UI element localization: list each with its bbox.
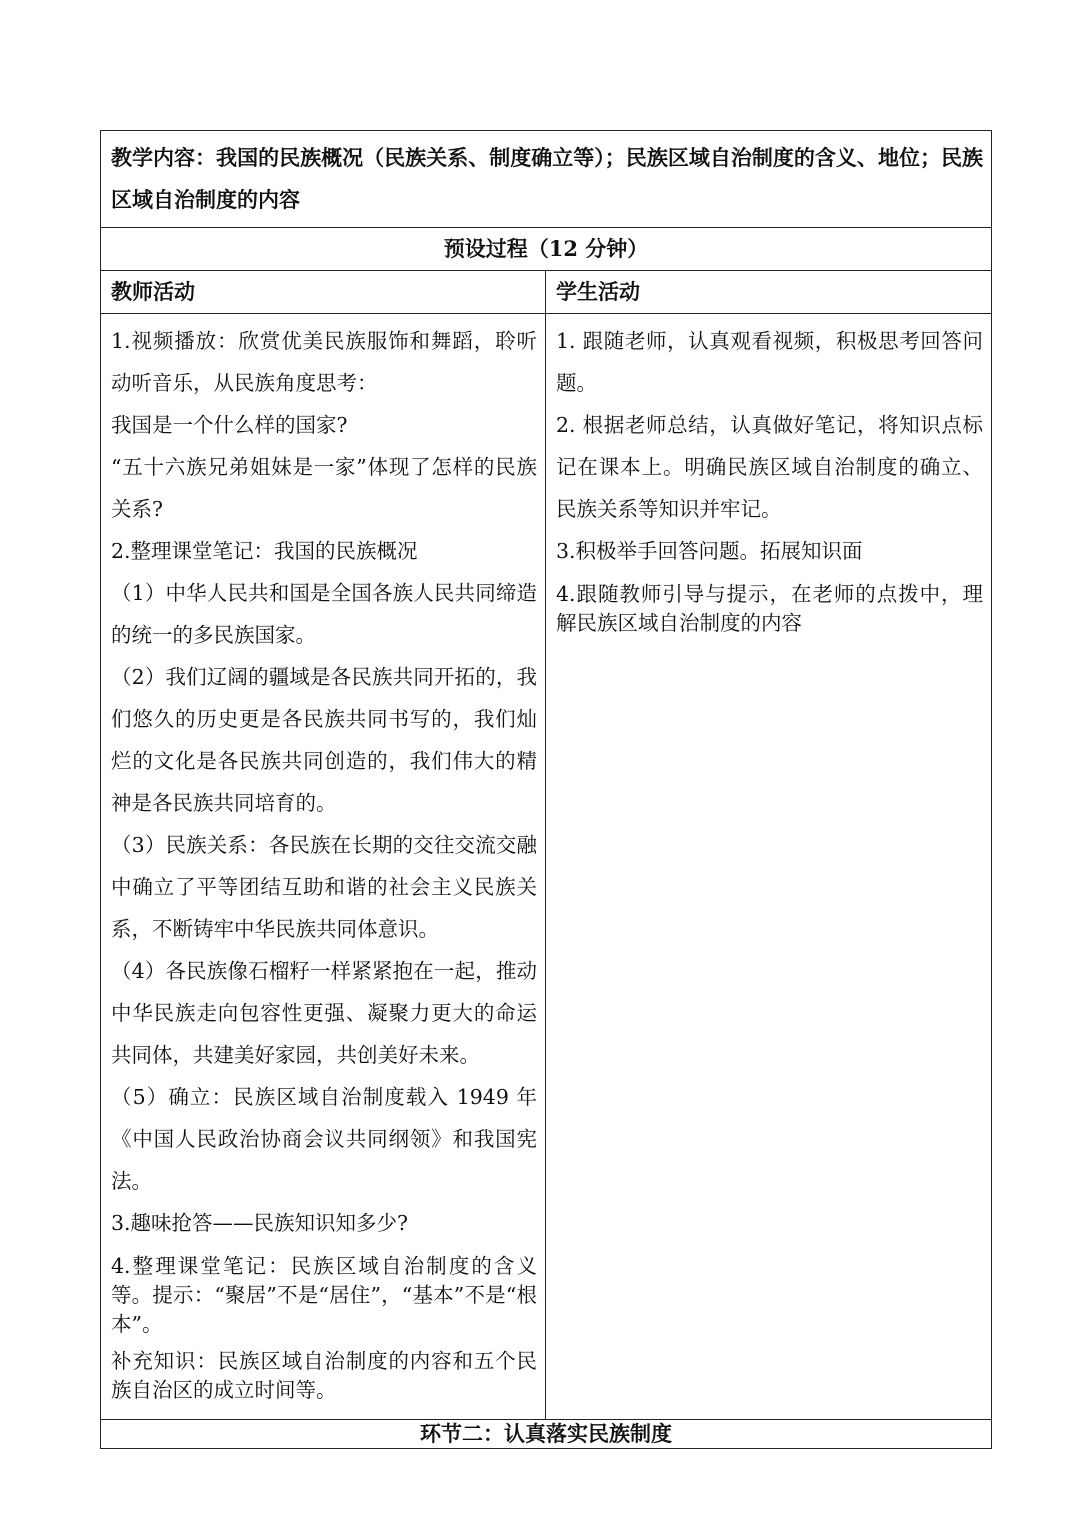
activities-row <box>101 314 992 1420</box>
student-activity-cell <box>546 314 992 1420</box>
lesson-plan-table <box>100 130 992 1449</box>
teaching-content-cell: 教学内容：我国的民族概况（民族关系、制度确立等）；民族区域自治制度的含义、地位；民族区域自治制度的内容 <box>101 131 992 228</box>
teacher-activity-cell <box>101 314 546 1420</box>
preset-process-row <box>101 228 992 271</box>
section-two-title: 环节二：认真落实民族制度 <box>101 1420 992 1449</box>
teacher-item: 2.整理课堂笔记：我国的民族概况 <box>111 539 418 563</box>
teacher-item: （1）中华人民共和国是全国各族人民共同缔造的统一的多民族国家。 <box>111 581 537 647</box>
student-item: 1. 跟随老师，认真观看视频，积极思考回答问题。 <box>556 329 983 395</box>
teacher-item: （4）各民族像石榴籽一样紧紧抱在一起，推动中华民族走向包容性更强、凝聚力更大的命运共同体，共建美好家园，共创美好未来。 <box>111 959 537 1067</box>
student-item: 4.跟随教师引导与提示，在老师的点拨中，理解民族区域自治制度的内容 <box>556 582 983 635</box>
teacher-activity-header: 教师活动 <box>101 271 546 314</box>
student-item: 2. 根据老师总结，认真做好笔记，将知识点标记在课本上。明确民族区域自治制度的确立、民族关系等知识并牢记。 <box>556 413 983 521</box>
column-header-row <box>101 271 992 314</box>
teacher-item: 4.整理课堂笔记：民族区域自治制度的含义等。提示：“聚居”不是“居住”，“基本”不是“根本”。 <box>111 1254 537 1336</box>
teaching-content-row <box>101 131 992 228</box>
teacher-item: “五十六族兄弟姐妹是一家”体现了怎样的民族关系? <box>111 455 537 521</box>
preset-process-title: 预设过程（12 分钟） <box>101 228 992 271</box>
teacher-item: （5）确立：民族区域自治制度载入 1949 年《中国人民政治协商会议共同纲领》和我国宪法。 <box>111 1085 537 1193</box>
teacher-item: 补充知识：民族区域自治制度的内容和五个民族自治区的成立时间等。 <box>111 1349 537 1402</box>
teacher-item: （3）民族关系：各民族在长期的交往交流交融中确立了平等团结互助和谐的社会主义民族关系，不断铸牢中华民族共同体意识。 <box>111 833 537 941</box>
teacher-item: 3.趣味抢答——民族知识知多少? <box>111 1211 409 1235</box>
student-activity-header: 学生活动 <box>546 271 992 314</box>
student-item: 3.积极举手回答问题。拓展知识面 <box>556 539 863 563</box>
teacher-item: 1.视频播放：欣赏优美民族服饰和舞蹈，聆听动听音乐，从民族角度思考： <box>111 329 537 395</box>
section-two-row <box>101 1420 992 1449</box>
teacher-item: （2）我们辽阔的疆域是各民族共同开拓的，我们悠久的历史更是各民族共同书写的，我们灿烂的文化是各民族共同创造的，我们伟大的精神是各民族共同培育的。 <box>111 665 537 815</box>
teacher-item: 我国是一个什么样的国家? <box>111 413 348 437</box>
